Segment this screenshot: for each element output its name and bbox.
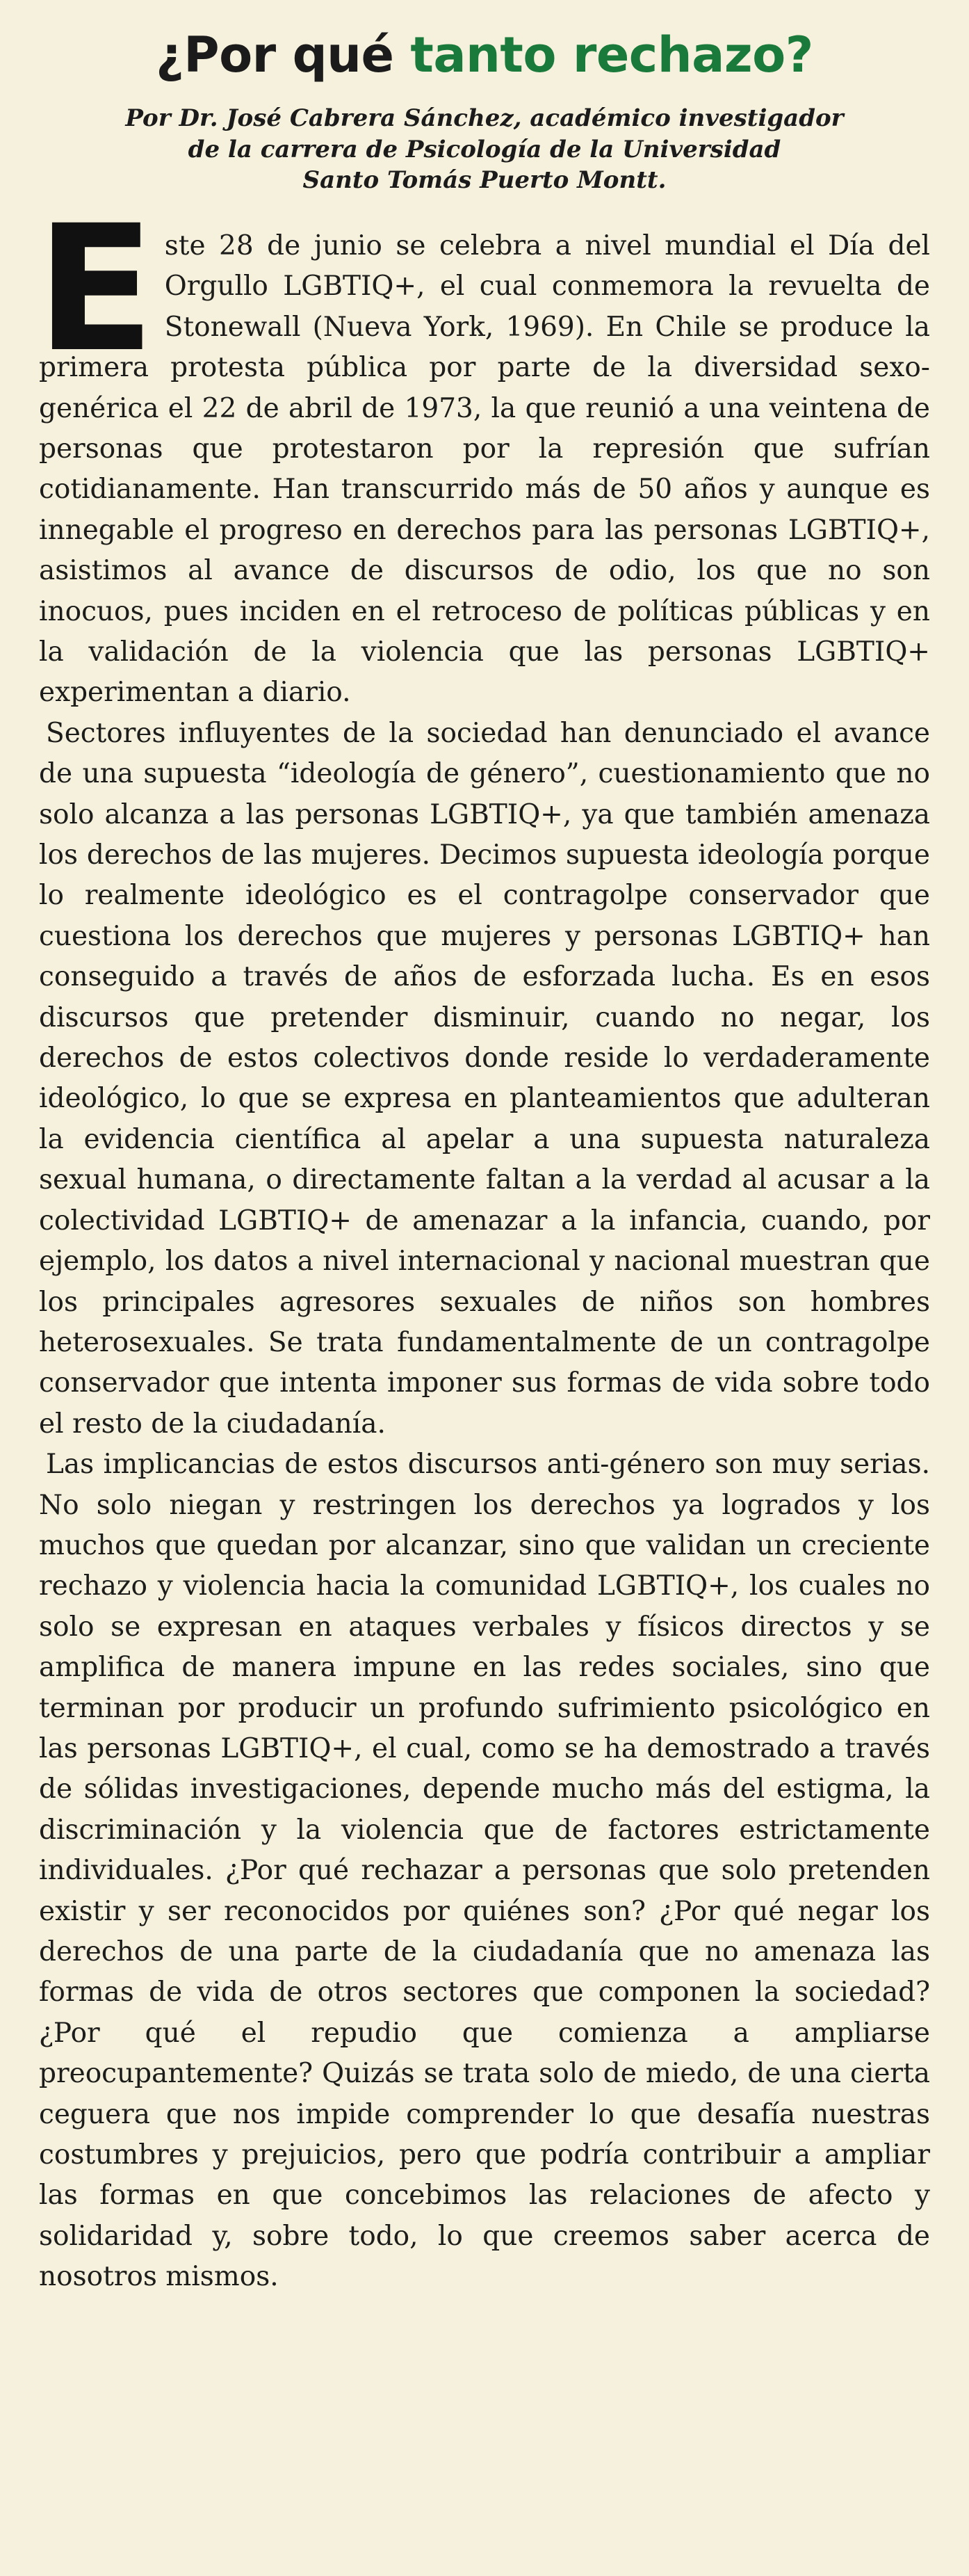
paragraph-2: Sectores influyentes de la sociedad han denunciado el avance de una supuesta “ideología de género”, cuestionamiento que no solo alcanza a las personas LGBTIQ+, ya que también amenaza los derechos de las mujeres. Decimos supuesta ideología porque lo realmente ideológico es el contragolpe conservador que cuestiona los derechos que mujeres y personas LGBTIQ+ han conseguido a través de años de esforzada lucha. Es en esos discursos que pretender disminuir, cuando no negar, los derechos de estos colectivos donde reside lo verdaderamente ideológico, lo que se expresa en planteamientos que adulteran la evidencia científica al apelar a una supuesta naturaleza sexual humana, o directamente faltan a la verdad al acusar a la colectividad LGBTIQ+ de amenazar a la infancia, cuando, por ejemplo, los datos a nivel internacional y nacional muestran que los principales agresores sexuales de niños son hombres heterosexuales. Se trata fundamentalmente de un contragolpe conservador que intenta imponer sus formas de vida sobre todo el resto de la ciudadanía. <box>39 717 930 1440</box>
byline-line-1: Por Dr. José Cabrera Sánchez, académico investigador <box>125 104 844 133</box>
paragraph-3: Las implicancias de estos discursos anti-género son muy serias. No solo niegan y restringen los derechos ya logrados y los muchos que quedan por alcanzar, sino que validan un creciente rechazo y violencia hacia la comunidad LGBTIQ+, los cuales no solo se expresan en ataques verbales y físicos directos y se amplifica de manera impune en las redes sociales, sino que terminan por producir un profundo sufrimiento psicológico en las personas LGBTIQ+, el cual, como se ha demostrado a través de sólidas investigaciones, depende mucho más del estigma, la discriminación y la violencia que de factores estrictamente individuales. ¿Por qué rechazar a personas que solo pretenden existir y ser reconocidos por quiénes son? ¿Por qué negar los derechos de una parte de la ciudadanía que no amenaza las formas de vida de otros sectores que componen la sociedad? ¿Por qué el repudio que comienza a ampliarse preocupantemente? Quizás se trata solo de miedo, de una cierta ceguera que nos impide comprender lo que desafía nuestras costumbres y prejuicios, pero que podría contribuir a ampliar las formas en que concebimos las relaciones de afecto y solidaridad y, sobre todo, lo que creemos saber acerca de nosotros mismos. <box>39 1449 930 2293</box>
drop-cap: E <box>36 187 155 390</box>
title-accent: tanto rechazo? <box>410 26 813 83</box>
article-body <box>36 187 930 2298</box>
title-lead: ¿Por qué <box>156 26 411 83</box>
author-byline <box>39 103 930 195</box>
byline-line-3: Santo Tomás Puerto Montt. <box>302 166 667 194</box>
byline-line-2: de la carrera de Psicología de la Universidad <box>188 135 781 163</box>
paragraph-1 <box>36 187 930 714</box>
paragraph-1-text: ste 28 de junio se celebra a nivel mundial el Día del Orgullo LGBTIQ+, el cual conmemora la revuelta de Stonewall (Nueva York, 1969). En Chile se produce la primera protesta pública por parte de la diversidad sexo-genérica el 22 de abril de 1973, la que reunió a una veintena de personas que protestaron por la represión que sufrían cotidianamente. Han transcurrido más de 50 años y aunque es innegable el progreso en derechos para las personas LGBTIQ+, asistimos al avance de discursos de odio, los que no son inocuos, pues inciden en el retroceso de políticas públicas y en la validación de la violencia que las personas LGBTIQ+ experimentan a diario. <box>39 230 930 709</box>
article-title <box>39 28 930 82</box>
